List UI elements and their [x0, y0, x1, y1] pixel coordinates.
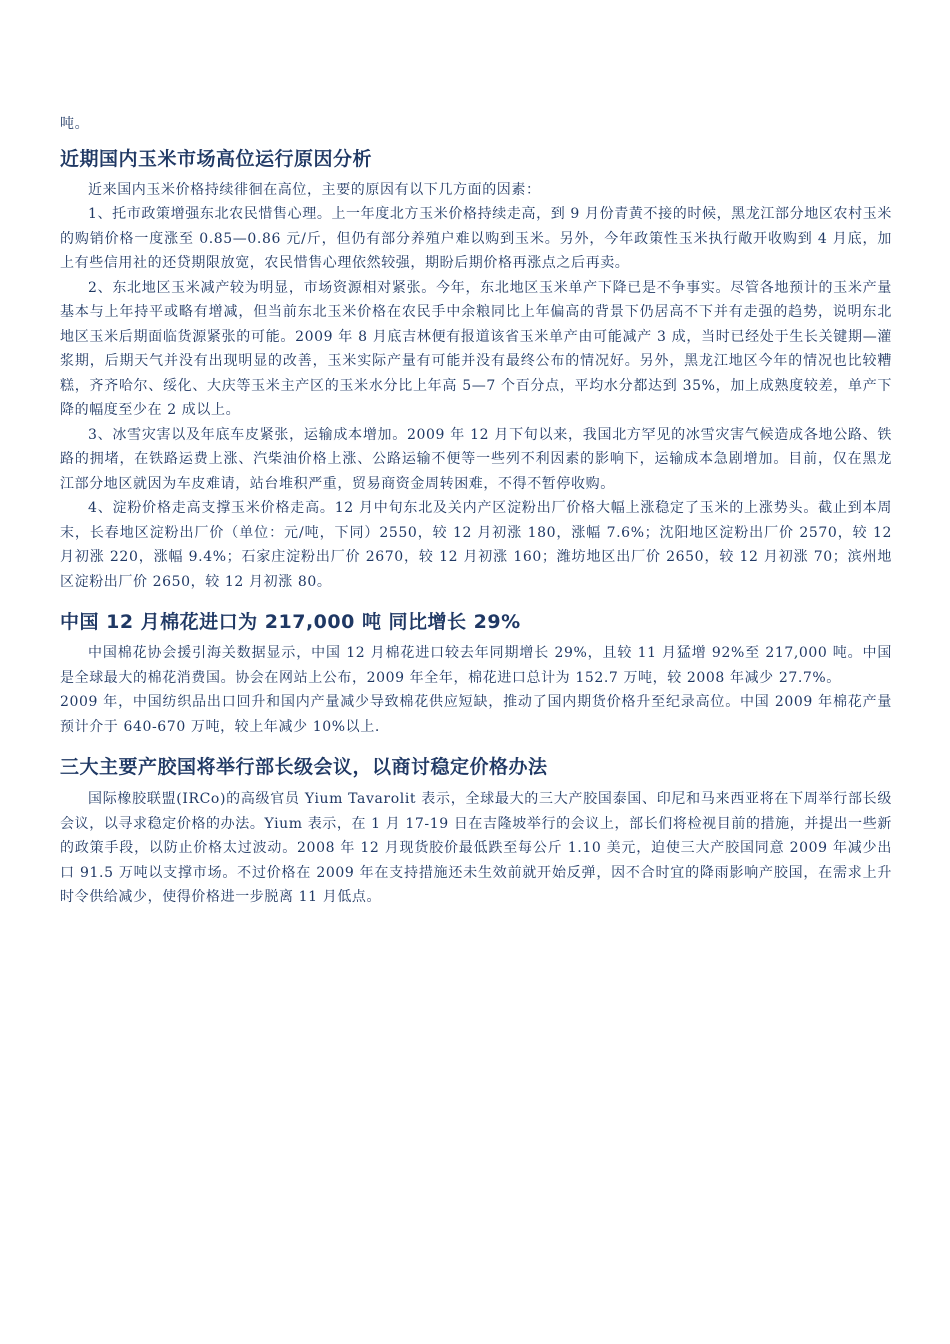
paragraph: 2、东北地区玉米减产较为明显，市场资源相对紧张。今年，东北地区玉米单产下降已是不争事实。尽管各地预计的玉米产量基本与上年持平或略有增减，但当前东北玉米价格在农民手中余粮同比上年偏高的背景下仍居高不下并有走强的趋势，说明东北地区玉米后期面临货源紧张的可能。2009 年 8 月底吉林便有报道该省玉米单产由可能减产 3 成，当时已经处于生长关键期—灌浆期，后期天气并没有出现明显的改善，玉米实际产量有可能并没有最终公布的情况好。另外，黑龙江地区今年的情况也比较糟糕，齐齐哈尔、绥化、大庆等玉米主产区的玉米水分比上年高 5—7 个百分点，平均水分都达到 35%，加上成熟度较差，单产下降的幅度至少在 2 成以上。	[60, 279, 892, 418]
paragraph: 2009 年，中国纺织品出口回升和国内产量减少导致棉花供应短缺，推动了国内期货价格升至纪录高位。中国 2009 年棉花产量预计介于 640-670 万吨，较上年减少 10%以上.	[60, 694, 892, 735]
section-title-corn: 近期国内玉米市场高位运行原因分析	[60, 147, 373, 170]
paragraph: 4、淀粉价格走高支撑玉米价格走高。12 月中旬东北及关内产区淀粉出厂价格大幅上涨稳定了玉米的上涨势头。截止到本周末，长春地区淀粉出厂价（单位：元/吨，下同）2550，较 12 月初涨 180，涨幅 7.6%；沈阳地区淀粉出厂价 2570，较 12 月初涨 220，涨幅 9.4%；石家庄淀粉出厂价 2670，较 12 月初涨 160；潍坊地区出厂价 2650，较 12 月初涨 70；滨州地区淀粉出厂价 2650，较 12 月初涨 80。	[60, 500, 892, 590]
paragraph: 中国棉花协会援引海关数据显示，中国 12 月棉花进口较去年同期增长 29%，且较 11 月猛增 92%至 217,000 吨。中国是全球最大的棉花消费国。协会在网站上公布，2009 年全年，棉花进口总计为 152.7 万吨，较 2008 年减少 27.7%。	[60, 645, 892, 686]
paragraph: 1、托市政策增强东北农民惜售心理。上一年度北方玉米价格持续走高，到 9 月份青黄不接的时候，黑龙江部分地区农村玉米的购销价格一度涨至 0.85—0.86 元/斤，但仍有部分养殖户难以购到玉米。另外，今年政策性玉米执行敞开收购到 4 月底，加上有些信用社的还贷期限放宽，农民惜售心理依然较强，期盼后期价格再涨点之后再卖。	[60, 206, 892, 271]
section-title-rubber: 三大主要产胶国将举行部长级会议，以商讨稳定价格办法	[60, 756, 548, 778]
document-page	[60, 112, 892, 910]
paragraph: 近来国内玉米价格持续徘徊在高位，主要的原因有以下几方面的因素：	[88, 181, 541, 198]
paragraph: 国际橡胶联盟(IRCo)的高级官员 Yium Tavarolit 表示，全球最大的三大产胶国泰国、印尼和马来西亚将在下周举行部长级会议，以寻求稳定价格的办法。Yium 表示，在 1 月 17-19 日在吉隆坡举行的会议上，部长们将检视目前的措施，并提出一些新的政策手段，以防止价格太过波动。2008 年 12 月现货胶价最低跌至每公斤 1.10 美元，迫使三大产胶国同意 2009 年减少出口 91.5 万吨以支撑市场。不过价格在 2009 年在支持措施还未生效前就开始反弹，因不合时宜的降雨影响产胶国，在需求上升时令供给减少，使得价格进一步脱离 11 月低点。	[60, 791, 892, 905]
paragraph: 3、冰雪灾害以及年底车皮紧张，运输成本增加。2009 年 12 月下旬以来，我国北方罕见的冰雪灾害气候造成各地公路、铁路的拥堵，在铁路运费上涨、汽柴油价格上涨、公路运输不便等一些列不利因素的影响下，运输成本急剧增加。目前，仅在黑龙江部分地区就因为车皮难请，站台堆积严重，贸易商资金周转困难，不得不暂停收购。	[60, 426, 892, 492]
section-title-cotton: 中国 12 月棉花进口为 217,000 吨 同比增长 29%	[60, 611, 521, 633]
lead-fragment: 吨。	[60, 116, 90, 132]
